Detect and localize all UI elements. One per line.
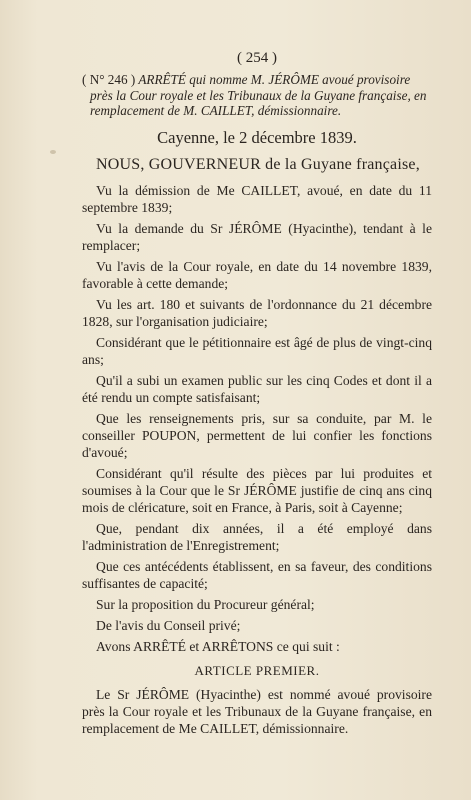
- decree-heading: [82, 72, 432, 119]
- decree-number: ( N° 246 ): [82, 72, 136, 87]
- considerant: Qu'il a subi un examen public sur les cinq Codes et dont il a été rendu un compte satisfaisant;: [82, 372, 432, 405]
- considerant: Avons ARRÊTÉ et ARRÊTONS ce qui suit :: [96, 638, 340, 654]
- considerant: Que, pendant dix années, il a été employé dans l'administration de l'Enregistrement;: [82, 520, 432, 553]
- article-title: ARTICLE PREMIER.: [194, 662, 320, 678]
- article-body: Le Sr JÉRÔME (Hyacinthe) est nommé avoué provisoire près la Cour royale et les Tribunaux de la Guyane française, en remplacement de Me CAILLET, démissionnaire.: [82, 686, 432, 736]
- preamble: NOUS, GOUVERNEUR de la Guyane française,: [96, 155, 420, 173]
- page-text: [82, 50, 432, 737]
- considerant: Vu la démission de Me CAILLET, avoué, en date du 11 septembre 1839;: [82, 182, 432, 215]
- considerants-list: [82, 182, 432, 655]
- decree-title: ARRÊTÉ qui nomme M. JÉRÔME avoué provisoire près la Cour royale et les Tribunaux de la Guyane française, en remplacement de M. CAILLET, démissionnaire.: [90, 72, 427, 118]
- considerant: Considérant que le pétitionnaire est âgé de plus de vingt-cinq ans;: [82, 334, 432, 367]
- considerant: Vu la demande du Sr JÉRÔME (Hyacinthe), tendant à le remplacer;: [82, 220, 432, 253]
- paper-stain: [50, 150, 56, 154]
- considerant: Vu les art. 180 et suivants de l'ordonnance du 21 décembre 1828, sur l'organisation judiciaire;: [82, 296, 432, 329]
- considerant: Que les renseignements pris, sur sa conduite, par M. le conseiller POUPON, permettent de lui confier les fonctions d'avoué;: [82, 410, 432, 460]
- considerant: Sur la proposition du Procureur général;: [96, 596, 315, 612]
- considerant: Vu l'avis de la Cour royale, en date du 14 novembre 1839, favorable à cette demande;: [82, 258, 432, 291]
- dateline: Cayenne, le 2 décembre 1839.: [157, 127, 357, 147]
- considerant: Que ces antécédents établissent, en sa faveur, des conditions suffisantes de capacité;: [82, 558, 432, 591]
- considerant: De l'avis du Conseil privé;: [96, 617, 241, 633]
- page-number: ( 254 ): [237, 50, 277, 66]
- considerant: Considérant qu'il résulte des pièces par lui produites et soumises à la Cour que le Sr JÉRÔME justifie de cinq ans cinq mois de cléricature, soit en France, à Paris, soit à Cayenne;: [82, 465, 432, 515]
